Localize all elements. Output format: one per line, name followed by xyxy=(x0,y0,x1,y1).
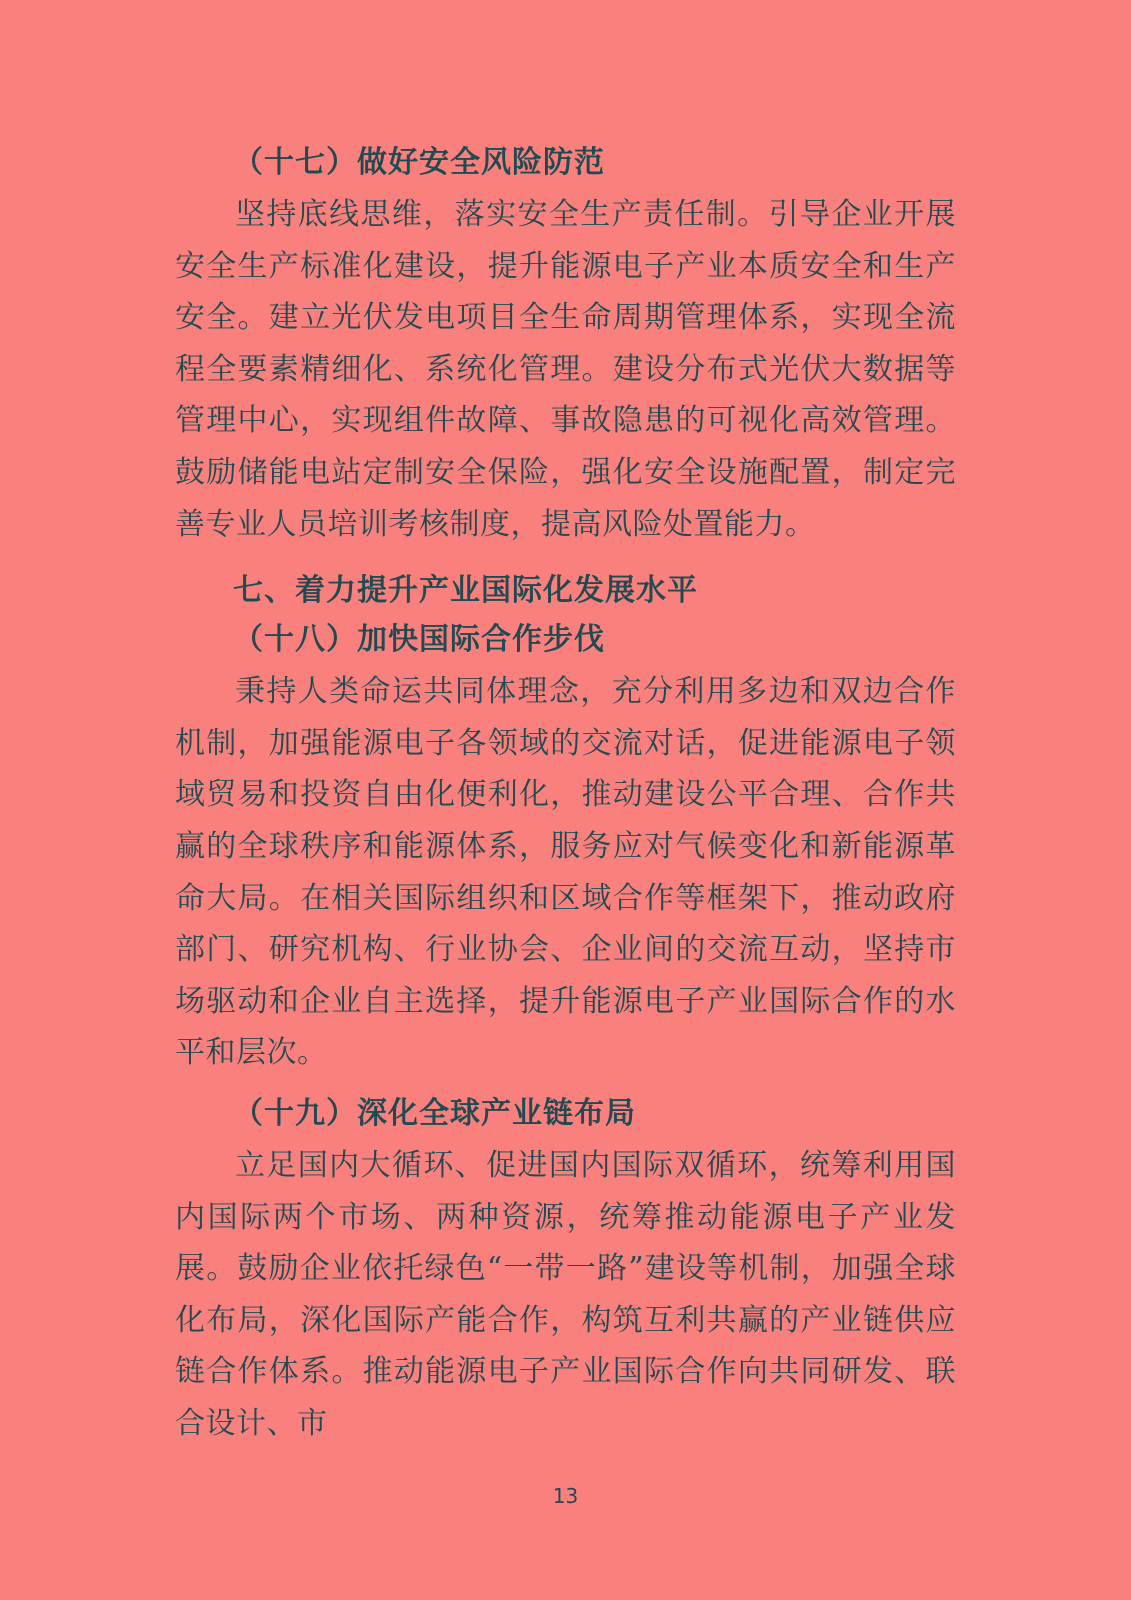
paragraph-18: 秉持人类命运共同体理念，充分利用多边和双边合作机制，加强能源电子各领域的交流对话，促进能源电子领域贸易和投资自由化便利化，推动建设公平合理、合作共赢的全球秩序和能源体系，服务应对气候变化和新能源革命大局。在相关国际组织和区域合作等框架下，推动政府部门、研究机构、行业协会、企业间的交流互动，坚持市场驱动和企业自主选择，提升能源电子产业国际合作的水平和层次。 xyxy=(175,674,956,1071)
heading-section-7: 七、着力提升产业国际化发展水平 xyxy=(233,573,698,609)
block-spacer xyxy=(175,1081,956,1091)
heading-19: （十九）深化全球产业链布局 xyxy=(233,1095,636,1131)
paragraph-17: 坚持底线思维，落实安全生产责任制。引导企业开展安全生产标准化建设，提升能源电子产业本质安全和生产安全。建立光伏发电项目全生命周期管理体系，实现全流程全要素精细化、系统化管理。建设分布式光伏大数据等管理中心，实现组件故障、事故隐患的可视化高效管理。鼓励储能电站定制安全保险，强化安全设施配置，制定完善专业人员培训考核制度，提高风险处置能力。 xyxy=(175,197,956,542)
paragraph-19: 立足国内大循环、促进国内国际双循环，统筹利用国内国际两个市场、两种资源，统筹推动能源电子产业发展。鼓励企业依托绿色“一带一路”建设等机制，加强全球化布局，深化国际产能合作，构筑互利共赢的产业链供应链合作体系。推动能源电子产业国际合作向共同研发、联合设计、市 xyxy=(175,1147,956,1441)
page-number: 13 xyxy=(552,1484,579,1508)
heading-18: （十八）加快国际合作步伐 xyxy=(233,622,605,658)
heading-17: （十七）做好安全风险防范 xyxy=(233,145,605,180)
